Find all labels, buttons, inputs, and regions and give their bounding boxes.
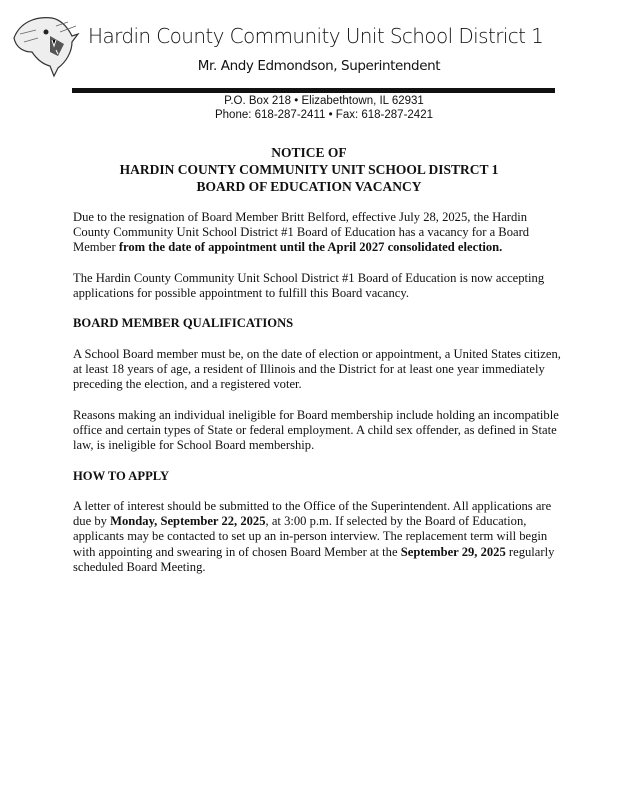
- phone-fax: Phone: 618-287-2411 • Fax: 618-287-2421: [214, 109, 433, 121]
- text: , at 3:00 p.m. If selected by the Board of Education,: [265, 514, 527, 529]
- text-line: [73, 271, 573, 286]
- bold-text: September 29, 2025: [400, 544, 506, 559]
- text-line: [73, 438, 573, 453]
- text: County Community Unit School District #1 Board of Education has a vacancy for a Board: [73, 225, 530, 240]
- text: office and certain types of State or federal employment. A child sex offender, as defined in State: [73, 422, 557, 437]
- text-line: [73, 210, 573, 225]
- text: applications for possible appointment to fulfill this Board vacancy.: [73, 285, 409, 300]
- address: P.O. Box 218 • Elizabethtown, IL 62931: [224, 95, 424, 107]
- text-line: [73, 469, 573, 484]
- notice-title: [0, 144, 618, 195]
- text: at least 18 years of age, a resident of Illinois and the District for at least one year immediately: [73, 362, 545, 377]
- text-line: [73, 408, 573, 423]
- district-name: Hardin County Community Unit School District 1: [88, 24, 544, 48]
- text-line: [73, 377, 573, 392]
- text: with appointing and swearing in of chosen Board Member at the: [73, 544, 401, 559]
- text-line: [73, 560, 573, 575]
- text-line: [73, 423, 573, 438]
- text-line: [73, 347, 573, 362]
- paragraph: [73, 210, 573, 255]
- text-line: [73, 529, 573, 544]
- text: preceding the election, and a registered voter.: [73, 377, 302, 392]
- text: Reasons making an individual ineligible for Board membership include holding an incompatible: [73, 407, 559, 422]
- text: regularly: [505, 544, 555, 559]
- section-heading: [73, 469, 573, 484]
- text-line: [73, 499, 573, 514]
- title-line: BOARD OF EDUCATION VACANCY: [196, 179, 422, 194]
- paragraph: [73, 499, 573, 574]
- text-line: [73, 240, 573, 255]
- notice-body: [73, 210, 573, 590]
- section-heading: [73, 316, 573, 331]
- title-line: NOTICE OF: [271, 145, 347, 160]
- text-line: [73, 545, 573, 560]
- text: The Hardin County Community Unit School District #1 Board of Education is now accepting: [73, 270, 545, 285]
- text: applicants may be contacted to set up an in-person interview. The replacement term will begin: [73, 529, 548, 544]
- bold-text: BOARD MEMBER QUALIFICATIONS: [73, 316, 294, 331]
- bold-text: HOW TO APPLY: [73, 468, 170, 483]
- text-line: [73, 362, 573, 377]
- text: A letter of interest should be submitted to the Office of the Superintendent. All applications are: [73, 499, 552, 514]
- text: due by: [73, 514, 111, 529]
- text: law, is ineligible for School Board membership.: [73, 438, 315, 453]
- letterhead-divider: [72, 88, 555, 93]
- text-line: [73, 286, 573, 301]
- text: Due to the resignation of Board Member Britt Belford, effective July 28, 2025, the Hardin: [73, 210, 528, 224]
- text: A School Board member must be, on the date of election or appointment, a United States citizen,: [73, 347, 561, 362]
- text-line: [73, 514, 573, 529]
- superintendent-name: Mr. Andy Edmondson, Superintendent: [197, 58, 441, 74]
- bold-text: Monday, September 22, 2025: [110, 514, 266, 529]
- paragraph: [73, 347, 573, 392]
- text: Member: [73, 240, 119, 255]
- text-line: [73, 316, 573, 331]
- bold-text: from the date of appointment until the April 2027 consolidated election.: [118, 240, 503, 255]
- paragraph: [73, 271, 573, 301]
- title-line: HARDIN COUNTY COMMUNITY UNIT SCHOOL DISTRCT 1: [119, 162, 499, 177]
- text: scheduled Board Meeting.: [73, 559, 206, 574]
- paragraph: [73, 408, 573, 453]
- text-line: [73, 225, 573, 240]
